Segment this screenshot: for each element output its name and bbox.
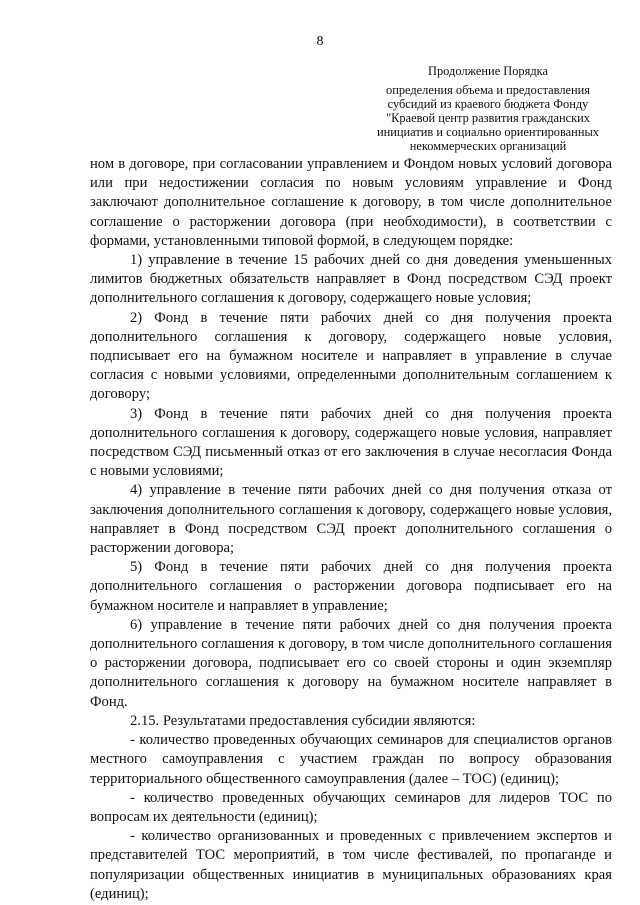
- section-2-15-heading: 2.15. Результатами предоставления субсидии являются:: [130, 712, 476, 729]
- header-title: Продолжение Порядка: [428, 64, 548, 78]
- document-header-note: [372, 64, 604, 153]
- paragraph-continuation: ном в договоре, при согласовании управлением и Фондом новых условий договора или при недостижении согласия по новым условиям управление и Фонд заключают дополнительное соглашение к договору, в том числе дополнительное соглашение о расторжении договора (при необходимости), в соответствии с формами, установленными типовой формой, в следующем порядке:: [90, 156, 612, 249]
- header-line: субсидий из краевого бюджета Фонду: [387, 97, 589, 111]
- paragraph-item-2: 2) Фонд в течение пяти рабочих дней со дня получения проекта дополнительного соглашения к договору, содержащего новые условия, подписывает его на бумажном носителе и направляет в управление в случае согласия с новыми условиями, определенными дополнительным соглашением к договору;: [90, 309, 612, 403]
- header-line: определения объема и предоставления: [386, 83, 590, 97]
- result-item-leader-seminars: - количество проведенных обучающих семинаров для лидеров ТОС по вопросам их деятельности (единиц);: [90, 789, 612, 825]
- header-line: некоммерческих организаций: [409, 139, 567, 153]
- paragraph-item-6: 6) управление в течение пяти рабочих дней со дня получения проекта дополнительного соглашения к договору, в том числе дополнительного соглашения о расторжении договора, подписывает его со своей стороны и один экземпляр дополнительного соглашения к договору на бумажном носителе направляет в Фонд.: [90, 616, 612, 710]
- paragraph-item-1: 1) управление в течение 15 рабочих дней со дня доведения уменьшенных лимитов бюджетных обязательств направляет в Фонд посредством СЭД проект дополнительного соглашения к договору, содержащего новые условия;: [90, 252, 612, 307]
- result-item-specialist-seminars: - количество проведенных обучающих семинаров для специалистов органов местного самоуправления с участием граждан по вопросу образования территориального общественного самоуправления (далее – ТОС) (единиц);: [90, 732, 612, 787]
- header-line: инициатив и социально ориентированных: [377, 125, 599, 139]
- document-body: [90, 155, 612, 904]
- paragraph-item-4: 4) управление в течение пяти рабочих дней со дня получения отказа от заключения дополнительного соглашения к договору, содержащего новые условия, направляет в Фонд посредством СЭД проект дополнительного соглашения о расторжении договора;: [90, 482, 612, 557]
- page-number: 8: [316, 34, 324, 49]
- result-item-events: - количество организованных и проведенных с привлечением экспертов и представителей ТОС мероприятий, в том числе фестивалей, по пропаганде и популяризации общественных инициатив в муниципальных образованиях края (единиц);: [90, 828, 612, 902]
- header-line: "Краевой центр развития гражданских: [386, 111, 590, 125]
- paragraph-item-3: 3) Фонд в течение пяти рабочих дней со дня получения проекта дополнительного соглашения к договору, содержащего новые условия, направляет посредством СЭД письменный отказ от его заключения в случае несогласия Фонда с новыми условиями;: [90, 405, 612, 480]
- paragraph-item-5: 5) Фонд в течение пяти рабочих дней со дня получения проекта дополнительного соглашения о расторжении договора подписывает его на бумажном носителе и направляет в управление;: [90, 559, 612, 614]
